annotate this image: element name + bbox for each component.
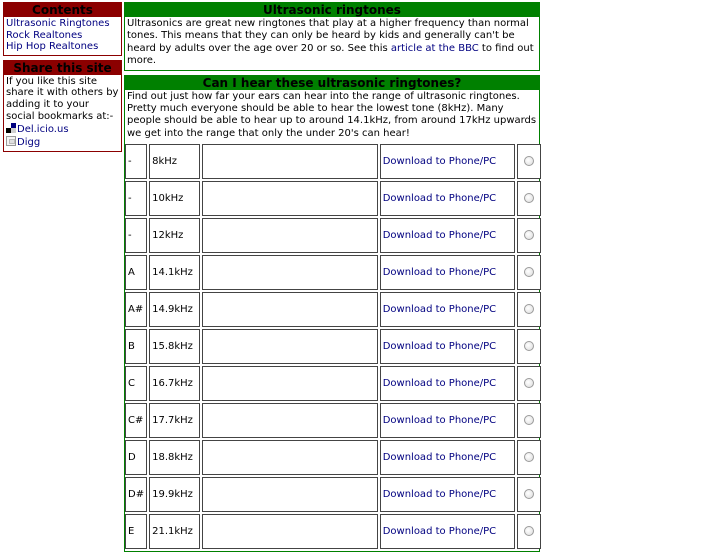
tone-frequency: 21.1kHz [149, 514, 200, 549]
download-link[interactable]: Download to Phone/PC [382, 415, 497, 427]
tone-radio-button[interactable] [524, 378, 534, 388]
download-link[interactable]: Download to Phone/PC [382, 267, 497, 279]
tone-frequency: 16.7kHz [149, 366, 200, 401]
tone-radio-button[interactable] [524, 489, 534, 499]
tone-row [125, 144, 541, 179]
tone-row [125, 514, 541, 549]
download-link[interactable]: Download to Phone/PC [382, 489, 497, 501]
tone-note: A# [125, 292, 147, 327]
sidebar [3, 2, 122, 156]
bookmark-delicious-label: Del.icio.us [17, 123, 69, 135]
tone-radio-button[interactable] [524, 230, 534, 240]
delicious-icon [6, 123, 16, 133]
tone-select-cell [517, 218, 541, 253]
tone-player[interactable] [202, 218, 378, 253]
tone-row [125, 329, 541, 364]
tone-row [125, 440, 541, 475]
tone-select-cell [517, 255, 541, 290]
main-content [124, 2, 540, 556]
intro-box [124, 2, 540, 71]
tone-download-cell [380, 514, 516, 549]
tone-select-cell [517, 292, 541, 327]
tone-note: C [125, 366, 147, 401]
tone-frequency: 10kHz [149, 181, 200, 216]
hear-text: Find out just how far your ears can hear into the range of ultrasonic ringtones. Pretty much everyone should be able to hear the lowest tone (8kHz). Many people should be able to hear up to around 14.1kHz, from around 17kHz upwards we get into the range that only the under 20's can hear! [127, 90, 537, 139]
tone-radio-button[interactable] [524, 193, 534, 203]
tone-player[interactable] [202, 144, 378, 179]
intro-text-after: to find out more. [127, 42, 534, 67]
tone-download-cell [380, 329, 516, 364]
tone-row [125, 403, 541, 438]
tone-row [125, 255, 541, 290]
download-link[interactable]: Download to Phone/PC [382, 526, 497, 538]
tone-frequency: 17.7kHz [149, 403, 200, 438]
tone-row [125, 181, 541, 216]
tone-note: C# [125, 403, 147, 438]
tone-select-cell [517, 366, 541, 401]
contents-title: Contents [4, 3, 121, 17]
tone-note: E [125, 514, 147, 549]
tone-radio-button[interactable] [524, 156, 534, 166]
download-link[interactable]: Download to Phone/PC [382, 193, 497, 205]
tone-note: D# [125, 477, 147, 512]
tone-player[interactable] [202, 255, 378, 290]
nav-link-ultrasonic-ringtones[interactable]: Ultrasonic Ringtones [6, 18, 110, 29]
download-link[interactable]: Download to Phone/PC [382, 230, 497, 242]
bookmark-digg[interactable] [6, 136, 119, 149]
intro-text-before: Ultrasonics are great new ringtones that play at a higher frequency than normal tones. This means that they can only be heard by kids and generally can't be heard by adults over the age over 20 or so. See this [127, 18, 529, 54]
tone-radio-button[interactable] [524, 304, 534, 314]
download-link[interactable]: Download to Phone/PC [382, 378, 497, 390]
tone-download-cell [380, 477, 516, 512]
tone-player[interactable] [202, 403, 378, 438]
tone-select-cell [517, 181, 541, 216]
tone-select-cell [517, 514, 541, 549]
contents-box [3, 2, 122, 56]
contents-links [4, 17, 121, 55]
tone-player[interactable] [202, 514, 378, 549]
download-link[interactable]: Download to Phone/PC [382, 341, 497, 353]
share-title: Share this site [4, 61, 121, 75]
tone-download-cell [380, 255, 516, 290]
tone-player[interactable] [202, 440, 378, 475]
tone-frequency: 12kHz [149, 218, 200, 253]
tone-radio-button[interactable] [524, 452, 534, 462]
download-link[interactable]: Download to Phone/PC [382, 452, 497, 464]
tone-player[interactable] [202, 181, 378, 216]
tone-select-cell [517, 329, 541, 364]
nav-link-hip-hop-realtones[interactable]: Hip Hop Realtones [6, 41, 99, 52]
tone-row [125, 218, 541, 253]
nav-link-rock-realtones[interactable]: Rock Realtones [6, 29, 83, 41]
tone-download-cell [380, 403, 516, 438]
tone-download-cell [380, 144, 516, 179]
tone-select-cell [517, 477, 541, 512]
bookmark-delicious[interactable] [6, 123, 119, 136]
tone-frequency: 18.8kHz [149, 440, 200, 475]
tone-download-cell [380, 440, 516, 475]
tone-player[interactable] [202, 292, 378, 327]
bookmark-digg-label: Digg [17, 136, 41, 148]
tone-note: - [125, 144, 147, 179]
intro-title: Ultrasonic ringtones [125, 3, 539, 17]
tone-note: A [125, 255, 147, 290]
tone-select-cell [517, 440, 541, 475]
tones-table-body [125, 144, 541, 549]
intro-text [125, 17, 539, 70]
tone-download-cell [380, 366, 516, 401]
tone-frequency: 8kHz [149, 144, 200, 179]
tone-frequency: 14.1kHz [149, 255, 200, 290]
tones-table [123, 142, 543, 551]
tone-player[interactable] [202, 477, 378, 512]
hear-box [124, 75, 540, 553]
share-text: If you like this site share it with others by adding it to your social bookmarks at:- [6, 75, 119, 122]
share-box [3, 60, 122, 152]
tone-player[interactable] [202, 366, 378, 401]
tone-radio-button[interactable] [524, 526, 534, 536]
tone-note: - [125, 181, 147, 216]
tone-frequency: 19.9kHz [149, 477, 200, 512]
share-body [4, 75, 121, 151]
tone-row [125, 477, 541, 512]
tone-note: B [125, 329, 147, 364]
digg-icon [6, 136, 16, 146]
download-link[interactable]: Download to Phone/PC [382, 156, 497, 168]
tone-radio-button[interactable] [524, 341, 534, 351]
tone-frequency: 15.8kHz [149, 329, 200, 364]
tone-select-cell [517, 403, 541, 438]
download-link[interactable]: Download to Phone/PC [382, 304, 497, 316]
tone-player[interactable] [202, 329, 378, 364]
tone-note: - [125, 218, 147, 253]
tone-radio-button[interactable] [524, 415, 534, 425]
tone-row [125, 366, 541, 401]
tone-select-cell [517, 144, 541, 179]
tone-download-cell [380, 292, 516, 327]
tone-row [125, 292, 541, 327]
bbc-article-link[interactable]: article at the BBC [390, 42, 479, 54]
tone-note: D [125, 440, 147, 475]
tone-download-cell [380, 218, 516, 253]
hear-title: Can I hear these ultrasonic ringtones? [125, 76, 539, 90]
tone-download-cell [380, 181, 516, 216]
tone-frequency: 14.9kHz [149, 292, 200, 327]
tone-radio-button[interactable] [524, 267, 534, 277]
